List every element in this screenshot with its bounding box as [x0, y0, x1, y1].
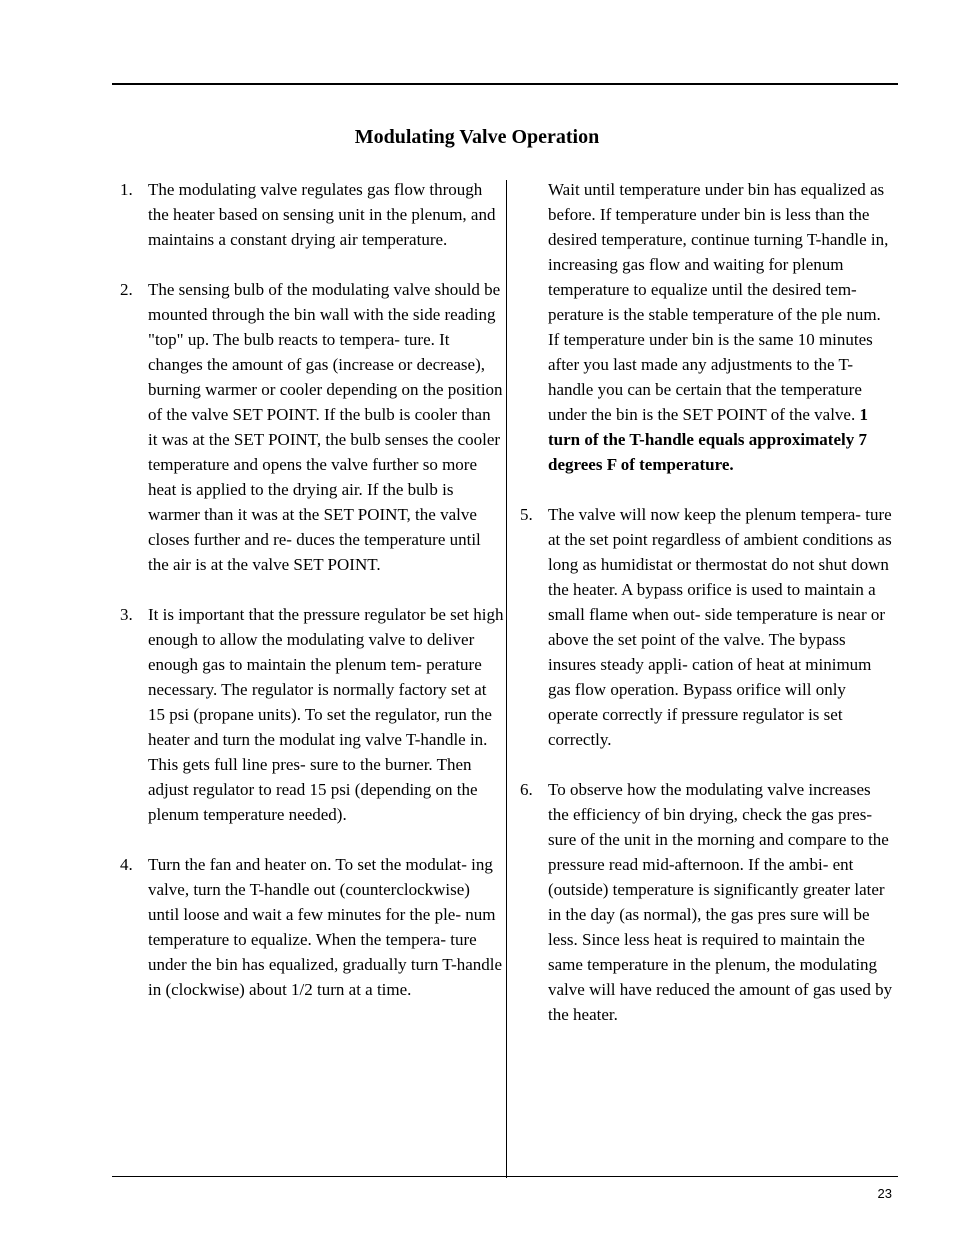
list-item-5 — [512, 502, 894, 752]
column-divider — [506, 180, 507, 1178]
item-number: 5. — [520, 505, 533, 524]
item-text: The modulating valve regulates gas flow through the heater based on sensing unit in the plenum, and maintains a constant drying air temperature. — [148, 180, 496, 249]
item-number: 2. — [120, 280, 133, 299]
page-number: 23 — [877, 1186, 892, 1201]
right-column — [512, 177, 894, 1052]
list-item-4 — [112, 852, 504, 1002]
header-rule — [112, 83, 898, 85]
item-text: It is important that the pressure regulator be set high enough to allow the modulating valve to deliver enough gas to maintain the plenum tem- perature necessary. The regulator is normally factory set at 15 psi (propane units). To set the regulator, run the heater and turn the modulat ing valve T-handle in. This gets full line pres- sure to the burner. Then adjust regulator to read 15 psi (depending on the plenum temperature needed). — [148, 605, 504, 824]
item-text-continued — [548, 177, 894, 477]
list-item-4-continued — [512, 177, 894, 477]
continued-bold-text: 1 turn of the T-handle equals approximately 7 degrees F of temperature. — [548, 405, 868, 474]
continued-text: Wait until temperature under bin has equalized as before. If temperature under bin is less than the desired temperature, continue turning T-handle in, increasing gas flow and waiting for plenum temperature to equalize until the desired tem- perature is the stable temperature of the ple num. If temperature under bin is the same 10 minutes after you last made any adjustments to the T-handle you can be certain that the temperature under the bin is the SET POINT of the valve. — [548, 180, 889, 424]
item-text: The sensing bulb of the modulating valve should be mounted through the bin wall with the side reading "top" up. The bulb reacts to tempera- ture. It changes the amount of gas (increase or decrease), burning warmer or cooler depending on the position of the valve SET POINT. If the bulb is cooler than it was at the SET POINT, the bulb senses the cooler temperature and opens the valve further so more heat is applied to the drying air. If the bulb is warmer than it was at the SET POINT, the valve closes further and re- duces the temperature until the air is at the valve SET POINT. — [148, 280, 503, 574]
list-item-2 — [112, 277, 504, 577]
page-title: Modulating Valve Operation — [354, 126, 600, 148]
item-number: 4. — [120, 855, 133, 874]
list-item-3 — [112, 602, 504, 827]
list-item-6 — [512, 777, 894, 1027]
item-number: 1. — [120, 180, 133, 199]
left-column — [112, 177, 504, 1027]
item-number: 6. — [520, 780, 533, 799]
list-item-1 — [112, 177, 504, 252]
item-number: 3. — [120, 605, 133, 624]
item-text: Turn the fan and heater on. To set the modulat- ing valve, turn the T-handle out (counterclockwise) until loose and wait a few minutes for the ple- num temperature to equalize. When the tempera- ture under the bin has equalized, gradually turn T-handle in (clockwise) about 1/2 turn at a time. — [148, 855, 503, 999]
footer-rule — [112, 1176, 898, 1177]
item-text: The valve will now keep the plenum tempera- ture at the set point regardless of ambient conditions as long as humidistat or thermostat do not shut down the heater. A bypass orifice is used to maintain a small flame when out- side temperature is near or above the set point of the valve. The bypass insures steady appli- cation of heat at minimum gas flow operation. Bypass orifice will only operate correctly if pressure regulator is set correctly. — [548, 505, 892, 749]
item-text: To observe how the modulating valve increases the efficiency of bin drying, check the gas pres- sure of the unit in the morning and compare to the pressure read mid-afternoon. If the ambi- ent (outside) temperature is significantly greater later in the day (as normal), the gas pres sure will be less. Since less heat is required to maintain the same temperature in the plenum, the modulating valve will have reduced the amount of gas used by the heater. — [548, 780, 893, 1024]
